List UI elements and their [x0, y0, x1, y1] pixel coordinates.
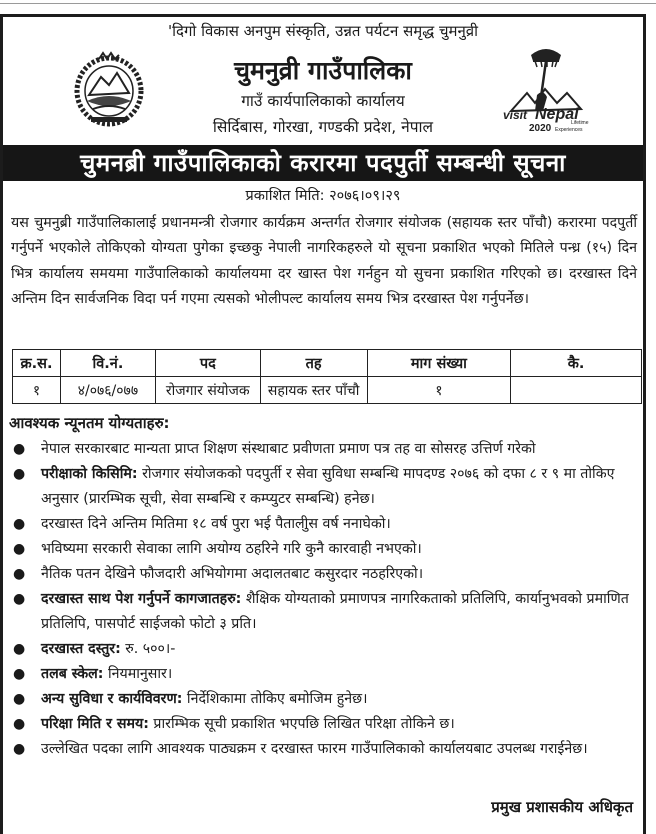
table-header-row	[13, 350, 642, 377]
list-item: ● दरखास्त दस्तुर: रु. ५००।-	[3, 637, 643, 662]
list-item: ● दरखास्त साथ पेश गर्नुपर्ने कागजातहरु: शैक्षिक योग्यताको प्रमाणपत्र नागरिकताको प्रतिलिपि, कार्यानुभवको प्रमाणित प्रतिलिपि, पासपोर्ट साईजको फोटो ३ प्रति।	[3, 587, 643, 637]
list-item: ● परिक्षा मिति र समय: प्रारम्भिक सूची प्रकाशित भएपछि लिखित परिक्षा तोकिने छ।	[3, 712, 643, 737]
svg-text:visit: visit	[503, 108, 528, 122]
bullet-icon: ●	[13, 441, 26, 457]
requirements-list	[3, 437, 643, 762]
bullet-icon: ●	[13, 691, 26, 707]
published-date-value: २०७६।०९।२९	[329, 188, 401, 204]
requirements-heading: आवश्यक न्यूनतम योग्यताहरु:	[9, 414, 170, 432]
list-item: ● नैतिक पतन देखिने फौजदारी अभियोगमा अदालतबाट कसुरदार नठहरिएको।	[3, 562, 643, 587]
list-item: ● उल्लेखित पदका लागि आवश्यक पाठ्यक्रम र दरखास्त फारम गाउँपालिकाको कार्यालयबाट उपलब्ध गराईनेछ।	[3, 737, 643, 762]
published-date	[3, 185, 643, 205]
col-level: तह	[260, 350, 367, 377]
list-item: ● अन्य सुविधा र कार्यविवरण: निर्देशिकामा तोकिए बमोजिम हुनेछ।	[3, 687, 643, 712]
signatory-title: प्रमुख प्रशासकीय अधिकृत	[491, 798, 633, 816]
bullet-icon: ●	[13, 716, 26, 732]
list-item: ● नेपाल सरकारबाट मान्यता प्राप्त शिक्षण संस्थाबाट प्रवीणता प्रमाण पत्र तह वा सोसरह उत्तिर्ण गरेको	[3, 437, 643, 462]
org-name: चुमनुव्री गाउँपालिका	[234, 56, 412, 85]
col-serial: क्र.स.	[13, 350, 61, 377]
table-row	[13, 377, 642, 404]
visit-nepal-logo-icon	[501, 45, 591, 137]
cell-position: रोजगार संयोजक	[155, 377, 260, 404]
bullet-icon: ●	[13, 516, 26, 532]
bullet-icon: ●	[13, 466, 26, 482]
cell-serial: १	[13, 377, 61, 404]
published-date-label: प्रकाशित मिति:	[245, 188, 325, 204]
col-position: पद	[155, 350, 260, 377]
svg-text:2020: 2020	[529, 123, 552, 134]
bullet-icon: ●	[13, 641, 26, 657]
col-demand-count: माग संख्या	[367, 350, 511, 377]
list-item: ● भविष्यमा सरकारी सेवाका लागि अयोग्य ठहरिने गरि कुनै कारवाही नभएको।	[3, 537, 643, 562]
cell-level: सहायक स्तर पाँचौ	[260, 377, 367, 404]
notice-body: यस चुमनुब्री गाउँपालिकालाई प्रधानमन्त्री रोजगार कार्यक्रम अन्तर्गत रोजगार संयोजक (सहायक स्तर पाँचौ) करारमा पदपुर्ती गर्नुपर्ने भएकोले तोकिएको योग्यता पुगेका इच्छकु नेपाली नागरिकहरुले यो सूचना प्रकाशित भएको मितिले पन्ध्र (१५) दिन भित्र कार्यालय समयमा गाउँपालिकाको कार्यालयमा दर खास्त पेश गर्नहुन यो सुचना प्रकाशित गरिएको छ। दरखास्त दिने अन्तिम दिन सार्वजनिक विदा पर्न गएमा त्यसको भोलीपल्ट कार्यालय समय भित्र दरखास्त पेश गर्नुपर्नेछ।	[11, 215, 637, 307]
office-name: गाउँ कार्यपालिकाको कार्यालय	[241, 92, 405, 110]
bullet-icon: ●	[13, 741, 26, 757]
slogan: 'दिगो विकास अनपुम संस्कृति, उन्नत पर्यटन समृद्ध चुमनुव्री	[168, 22, 478, 40]
bullet-icon: ●	[13, 541, 26, 557]
bullet-icon: ●	[13, 666, 26, 682]
top-rule	[0, 3, 656, 4]
cell-remarks	[511, 377, 642, 404]
col-remarks: कै.	[511, 350, 642, 377]
svg-text:Nepal: Nepal	[535, 106, 579, 123]
col-ad-number: वि.नं.	[60, 350, 155, 377]
vacancy-table	[12, 349, 642, 404]
list-item: ● तलब स्केल: नियमानुसार।	[3, 662, 643, 687]
bullet-icon: ●	[13, 591, 26, 607]
cell-ad-number: ४/०७६/०७७	[60, 377, 155, 404]
notice-frame	[0, 14, 646, 834]
svg-text:Experiences: Experiences	[555, 127, 583, 133]
cell-demand-count: १	[367, 377, 511, 404]
list-item: ● दरखास्त दिने अन्तिम मितिमा १८ वर्ष पुरा भई पैतालीुस वर्ष ननाघेको।	[3, 512, 643, 537]
notice-title-banner: चुमनब्री गाउँपालिकाको करारमा पदपुर्ती सम्बन्धी सूचना	[3, 145, 643, 181]
office-address: सिर्दिबास, गोरखा, गण्डकी प्रदेश, नेपाल	[212, 118, 434, 136]
list-item: ● परीक्षाको किसिमि: रोजगार संयोजकको पदपुर्ती र सेवा सुविधा सम्बन्धि मापदण्ड २०७६ को दफा ८ र ९ मा तोकिए अनुसार (प्रारम्भिक सूची, सेवा सम्बन्धि र कम्प्युटर सम्बन्धि) हनेछ।	[3, 462, 643, 512]
bullet-icon: ●	[13, 566, 26, 582]
letterhead	[3, 17, 643, 143]
svg-text:Lifetime: Lifetime	[571, 120, 589, 126]
